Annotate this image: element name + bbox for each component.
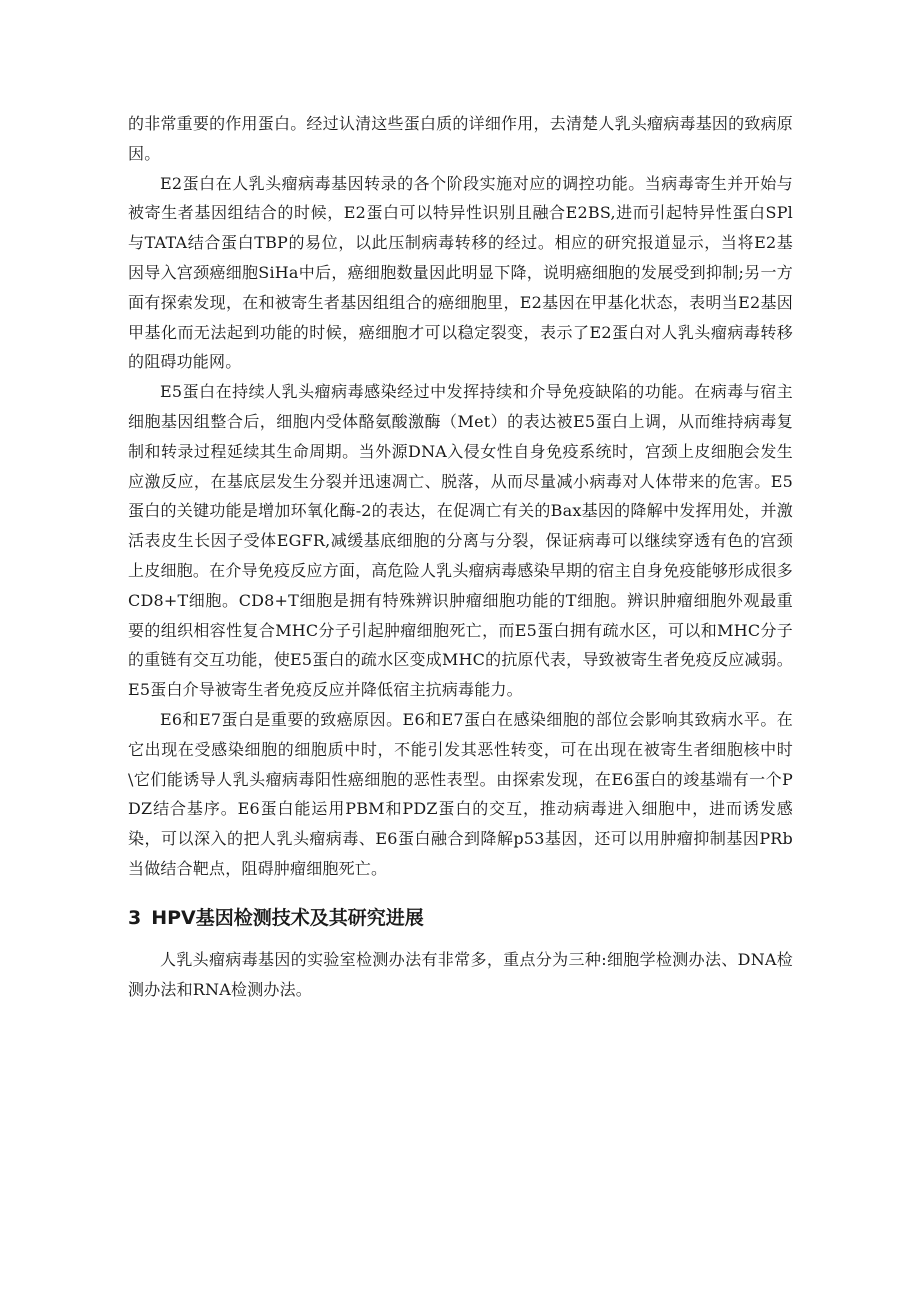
document-body <box>128 109 793 1004</box>
section-title: HPV基因检测技术及其研究进展 <box>151 906 424 929</box>
paragraph-intro-continuation: 的非常重要的作用蛋白。经过认清这些蛋白质的详细作用，去清楚人乳头瘤病毒基因的致病原因。 <box>128 114 793 163</box>
paragraph-e2-protein: E2蛋白在人乳头瘤病毒基因转录的各个阶段实施对应的调控功能。当病毒寄生并开始与被寄生者基因组结合的时候，E2蛋白可以特异性识别且融合E2BS,进而引起特异性蛋白SPl与TATA结合蛋白TBP的易位，以此压制病毒转移的经过。相应的研究报道显示，当将E2基因导入宫颈癌细胞SiHa中后，癌细胞数量因此明显下降，说明癌细胞的发展受到抑制;另一方面有探索发现，在和被寄生者基因组组合的癌细胞里，E2基因在甲基化状态，表明当E2基因甲基化而无法起到功能的时候，癌细胞才可以稳定裂变，表示了E2蛋白对人乳头瘤病毒转移的阻碍功能网。 <box>128 173 793 372</box>
paragraph-detection-methods: 人乳头瘤病毒基因的实验室检测办法有非常多，重点分为三种:细胞学检测办法、DNA检测办法和RNA检测办法。 <box>128 949 793 999</box>
paragraph-e6-e7-protein: E6和E7蛋白是重要的致癌原因。E6和E7蛋白在感染细胞的部位会影响其致病水平。在它出现在受感染细胞的细胞质中时，不能引发其恶性转变，可在出现在被寄生者细胞核中时\它们能诱导人乳头瘤病毒阳性癌细胞的恶性表型。由探索发现，在E6蛋白的竣基端有一个PDZ结合基序。E6蛋白能运用PBM和PDZ蛋白的交互，推动病毒进入细胞中，进而诱发感染，可以深入的把人乳头瘤病毒、E6蛋白融合到降解p53基因，还可以用肿瘤抑制基因PRb当做结合靶点，阻碍肿瘤细胞死亡。 <box>128 709 793 878</box>
section-number: 3 <box>128 906 142 929</box>
paragraph-e5-protein: E5蛋白在持续人乳头瘤病毒感染经过中发挥持续和介导免疫缺陷的功能。在病毒与宿主细胞基因组整合后，细胞内受体酪氨酸激酶（Met）的表达被E5蛋白上调，从而维持病毒复制和转录过程延续其生命周期。当外源DNA入侵女性自身免疫系统时，宫颈上皮细胞会发生应激反应，在基底层发生分裂并迅速凋亡、脱落，从而尽量减小病毒对人体带来的危害。E5蛋白的关键功能是增加环氧化酶-2的表达，在促凋亡有关的Bax基因的降解中发挥用处，并激活表皮生长因子受体EGFR,减缓基底细胞的分离与分裂，保证病毒可以继续穿透有色的宫颈上皮细胞。在介导免疫反应方面，高危险人乳头瘤病毒感染早期的宿主自身免疫能够形成很多CD8+T细胞。CD8+T细胞是拥有特殊辨识肿瘤细胞功能的T细胞。辨识肿瘤细胞外观最重要的组织相容性复合MHC分子引起肿瘤细胞死亡，而E5蛋白拥有疏水区，可以和MHC分子的重链有交互功能，使E5蛋白的疏水区变成MHC的抗原代表，导致被寄生者免疫反应减弱。E5蛋白介导被寄生者免疫反应并降低宿主抗病毒能力。 <box>128 382 793 700</box>
section-heading <box>128 903 793 933</box>
